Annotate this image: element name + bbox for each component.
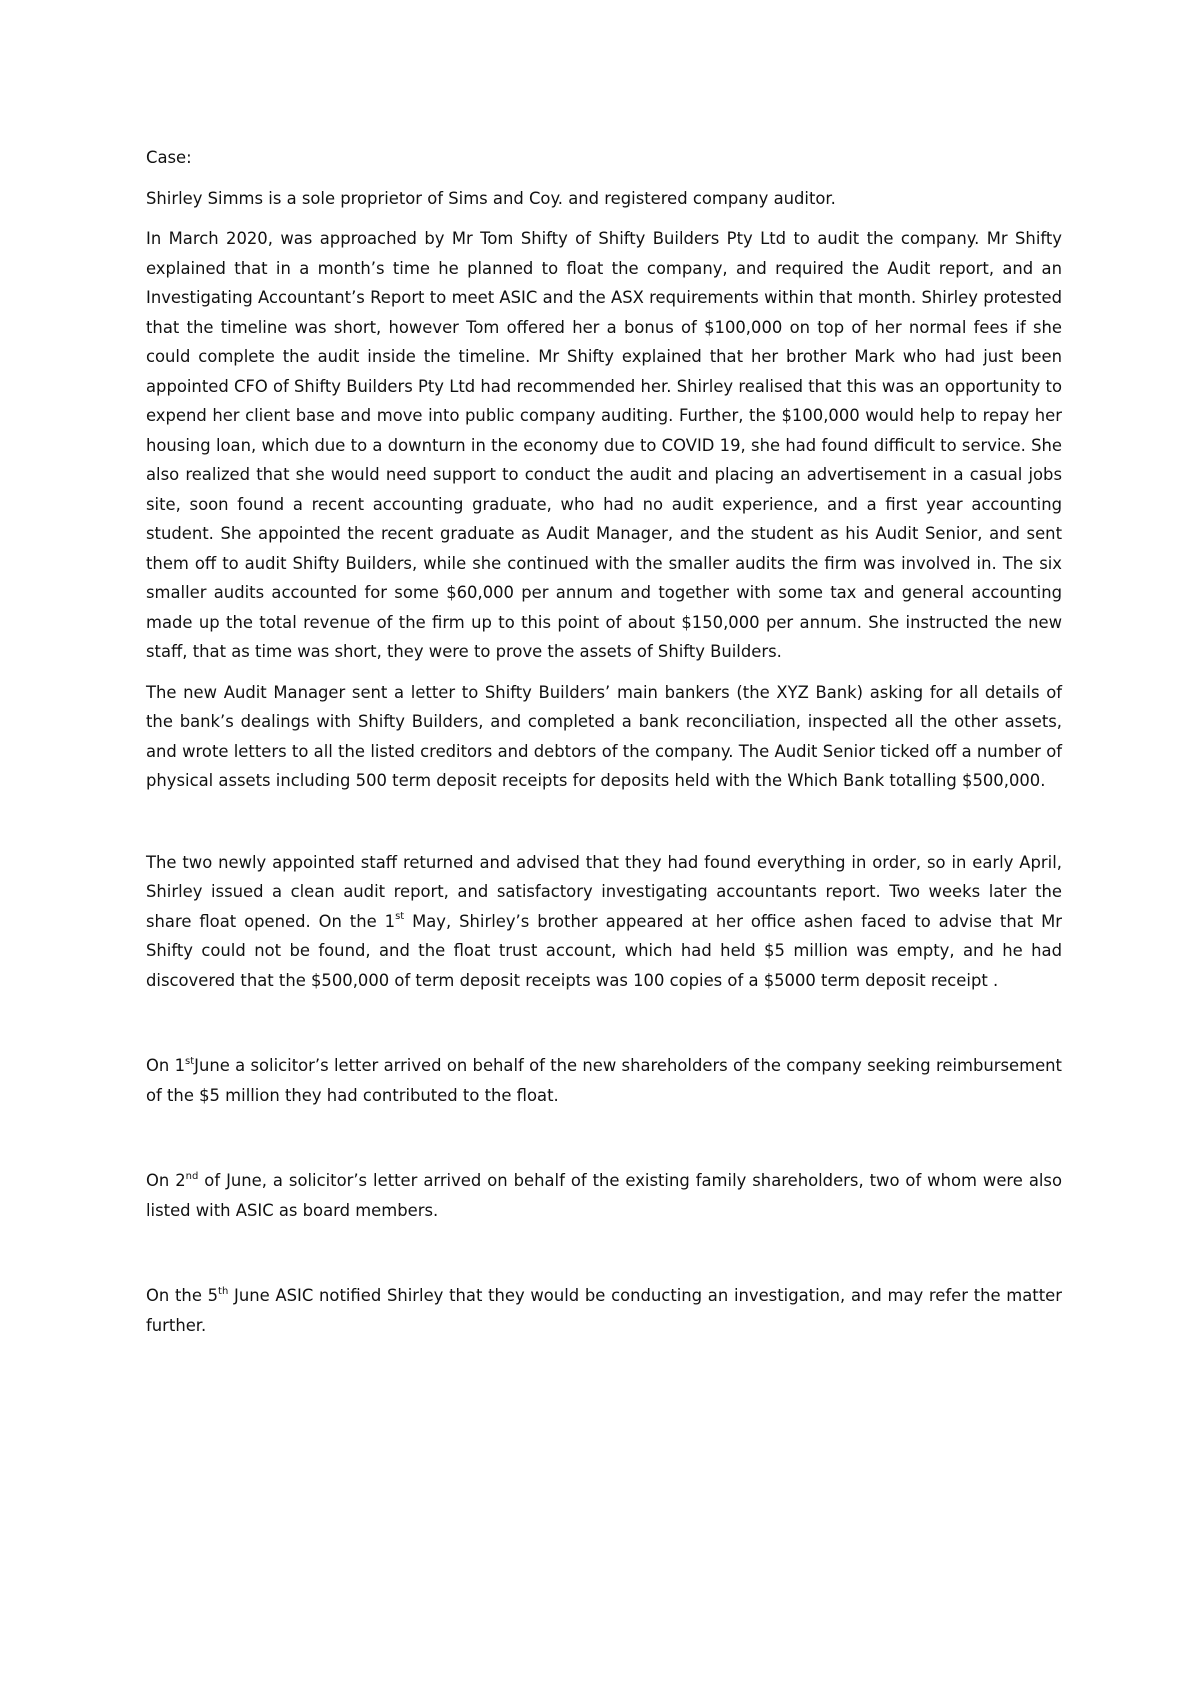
text-segment: On 2 — [146, 1171, 186, 1190]
paragraph-audit-work: The new Audit Manager sent a letter to Shifty Builders’ main bankers (the XYZ Bank) asking for all details of the bank’s dealings with Shifty Builders, and completed a bank reconciliation, inspected all the other assets, and wrote letters to all the listed creditors and debtors of the company. The Audit Senior ticked off a number of physical assets including 500 term deposit receipts for deposits held with the Which Bank totalling $500,000. — [146, 682, 1062, 790]
ordinal-suffix: nd — [185, 1170, 199, 1182]
text-segment: The two newly appointed staff returned and advised that they had found everything in order, so in early April, Shirley issued a clean audit report, and satisfactory investigating accountants report. Two weeks later the share float opened. On the 1 — [146, 852, 1062, 931]
text-segment: June ASIC notified Shirley that they would be conducting an investigation, and may refer the matter further. — [146, 1286, 1062, 1335]
document-page — [146, 143, 1062, 1351]
ordinal-suffix: th — [218, 1285, 229, 1297]
text-segment: May, Shirley’s brother appeared at her office ashen faced to advise that Mr Shifty could not be found, and the float trust account, which had held $5 million was empty, and he had discovered that the $500,000 of term deposit receipts was 100 copies of a $5000 term deposit receipt . — [146, 911, 1063, 990]
text-segment: On 1 — [146, 1056, 186, 1075]
text-segment: June a solicitor’s letter arrived on behalf of the new shareholders of the company seeking reimbursement of the $5 million they had contributed to the float. — [146, 1056, 1062, 1105]
case-heading: Case: — [146, 148, 192, 167]
paragraph-asic-investigation — [146, 1281, 1062, 1340]
paragraph-new-shareholders-letter — [146, 1051, 1062, 1110]
paragraph-float-collapse — [146, 848, 1062, 996]
text-segment: On the 5 — [146, 1286, 219, 1305]
ordinal-suffix: st — [395, 911, 405, 923]
intro-paragraph: Shirley Simms is a sole proprietor of Sims and Coy. and registered company auditor. — [146, 188, 836, 208]
paragraph-engagement: In March 2020, was approached by Mr Tom Shifty of Shifty Builders Pty Ltd to audit the company. Mr Shifty explained that in a month’s time he planned to float the company, and required the Audit report, and an Investigating Accountant’s Report to meet ASIC and the ASX requirements within that month. Shirley protested that the timeline was short, however Tom offered her a bonus of $100,000 on top of her normal fees if she could complete the audit inside the timeline. Mr Shifty explained that her brother Mark who had just been appointed CFO of Shifty Builders Pty Ltd had recommended her. Shirley realised that this was an opportunity to expend her client base and move into public company auditing. Further, the $100,000 would help to repay her housing loan, which due to a downturn in the economy due to COVID 19, she had found difficult to service. She also realized that she would need support to conduct the audit and placing an advertisement in a casual jobs site, soon found a recent accounting graduate, who had no audit experience, and a first year accounting student. She appointed the recent graduate as Audit Manager, and the student as his Audit Senior, and sent them off to audit Shifty Builders, while she continued with the smaller audits the firm was involved in. The six smaller audits accounted for some $60,000 per annum and together with some tax and general accounting made up the total revenue of the firm up to this point of about $150,000 per annum. She instructed the new staff, that as time was short, they were to prove the assets of Shifty Builders. — [146, 229, 1062, 661]
paragraph-family-shareholders-letter — [146, 1166, 1062, 1225]
ordinal-suffix: st — [185, 1055, 195, 1067]
text-segment: of June, a solicitor’s letter arrived on behalf of the existing family shareholders, two of whom were also listed with ASIC as board members. — [146, 1171, 1062, 1220]
